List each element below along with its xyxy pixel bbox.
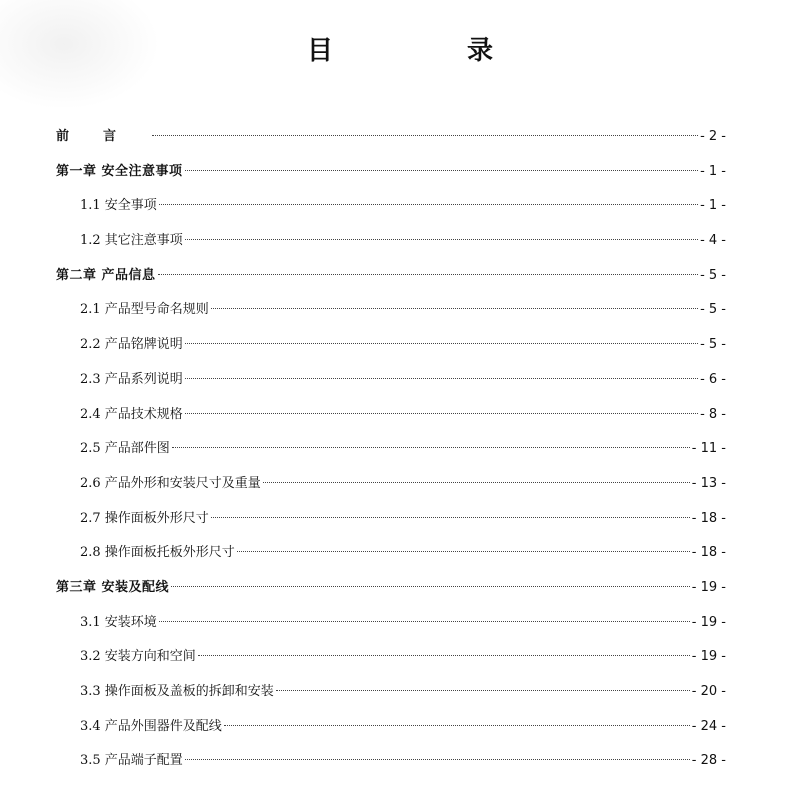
toc-entry-label: 2.8 操作面板托板外形尺寸 (80, 545, 235, 561)
toc-page-number: - 5 - (700, 267, 726, 283)
toc-entry-label: 3.1 安装环境 (80, 614, 157, 630)
toc-section-row[interactable] (56, 746, 726, 781)
toc-section-row[interactable] (56, 365, 726, 400)
toc-entry-label: 2.7 操作面板外形尺寸 (80, 510, 209, 526)
toc-dot-leader (185, 343, 698, 344)
toc-page-number: - 19 - (691, 649, 726, 665)
toc-page-number: - 2 - (700, 129, 726, 144)
toc-dot-leader (158, 274, 699, 275)
toc-dot-leader (159, 204, 698, 205)
toc-page-number: - 1 - (700, 163, 726, 179)
toc-entry-label: 2.2 产品铭牌说明 (80, 337, 183, 353)
toc-page-number: - 19 - (691, 579, 726, 595)
toc-section-row[interactable] (56, 400, 726, 435)
toc-entry-label: 第二章 产品信息 (56, 267, 156, 283)
toc-dot-leader (198, 655, 690, 656)
toc-entry-label: 第三章 安装及配线 (56, 579, 170, 595)
toc-dot-leader (185, 413, 698, 414)
toc-dot-leader (152, 135, 698, 136)
toc-page-number: - 11 - (691, 441, 726, 457)
toc-chapter-row[interactable] (56, 573, 726, 608)
toc-entry-label: 3.5 产品端子配置 (80, 753, 183, 769)
toc-dot-leader (224, 725, 690, 726)
toc-dot-leader (171, 586, 690, 587)
toc-entry-label: 2.6 产品外形和安装尺寸及重量 (80, 475, 261, 491)
toc-chapter-row[interactable] (56, 122, 726, 157)
toc-section-row[interactable] (56, 226, 726, 261)
toc-section-row[interactable] (56, 538, 726, 573)
toc-dot-leader (263, 482, 690, 483)
toc-dot-leader (159, 621, 690, 622)
toc-section-row[interactable] (56, 295, 726, 330)
toc-entry-label: 1.2 其它注意事项 (80, 233, 183, 249)
toc-section-row[interactable] (56, 608, 726, 643)
toc-page-number: - 13 - (691, 475, 726, 491)
toc-entry-label: 3.2 安装方向和空间 (80, 649, 196, 665)
toc-section-row[interactable] (56, 712, 726, 747)
toc-entry-label: 2.1 产品型号命名规则 (80, 302, 209, 318)
toc-entry-label: 第一章 安全注意事项 (56, 163, 183, 179)
toc-entry-label: 3.4 产品外围器件及配线 (80, 718, 222, 734)
toc-page-number: - 18 - (691, 545, 726, 561)
toc-section-row[interactable] (56, 434, 726, 469)
toc-dot-leader (185, 239, 698, 240)
toc-page-number: - 18 - (691, 510, 726, 526)
toc-page-number: - 28 - (691, 753, 726, 769)
table-of-contents (56, 122, 726, 781)
toc-section-row[interactable] (56, 330, 726, 365)
toc-dot-leader (237, 551, 690, 552)
toc-page-number: - 20 - (691, 684, 726, 699)
toc-section-row[interactable] (56, 191, 726, 226)
toc-entry-label: 前言 (56, 129, 151, 144)
toc-entry-label: 1.1 安全事项 (80, 198, 157, 214)
toc-dot-leader (185, 170, 699, 171)
toc-page-number: - 6 - (700, 371, 726, 387)
toc-page-number: - 5 - (700, 337, 726, 353)
toc-page-number: - 1 - (700, 198, 726, 214)
toc-page-number: - 24 - (691, 718, 726, 734)
toc-section-row[interactable] (56, 677, 726, 712)
toc-entry-label: 3.3 操作面板及盖板的拆卸和安装 (80, 684, 274, 699)
toc-entry-label: 2.4 产品技术规格 (80, 406, 183, 422)
toc-section-row[interactable] (56, 469, 726, 504)
toc-dot-leader (172, 447, 690, 448)
toc-section-row[interactable] (56, 642, 726, 677)
page-title: 目 录 (306, 36, 547, 66)
toc-dot-leader (211, 517, 690, 518)
toc-page-number: - 19 - (691, 614, 726, 630)
toc-page-number: - 8 - (700, 406, 726, 422)
toc-chapter-row[interactable] (56, 261, 726, 296)
toc-page-number: - 4 - (700, 233, 726, 249)
toc-chapter-row[interactable] (56, 157, 726, 192)
toc-entry-label: 2.3 产品系列说明 (80, 371, 183, 387)
toc-page-number: - 5 - (700, 302, 726, 318)
toc-dot-leader (185, 759, 690, 760)
toc-entry-label: 2.5 产品部件图 (80, 441, 170, 457)
toc-dot-leader (211, 308, 698, 309)
toc-section-row[interactable] (56, 504, 726, 539)
toc-dot-leader (276, 690, 690, 691)
toc-dot-leader (185, 378, 698, 379)
